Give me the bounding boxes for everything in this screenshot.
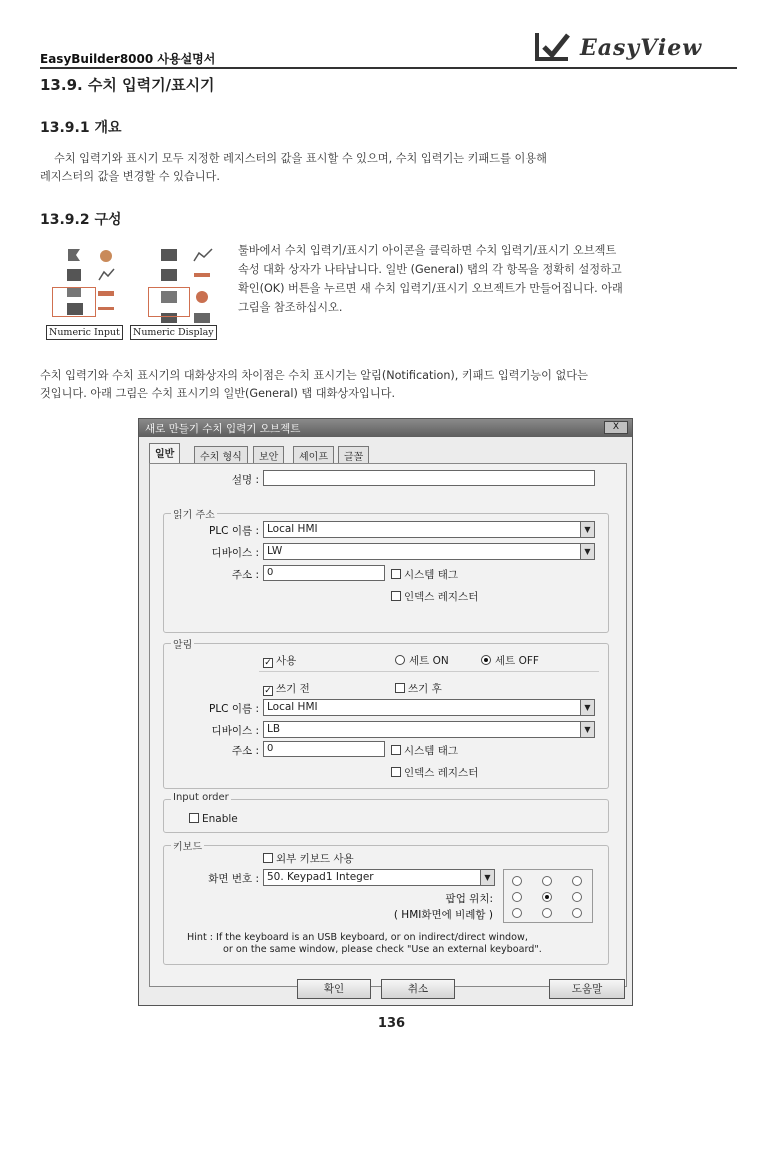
read-address-label: 주소 : <box>231 569 259 581</box>
read-device-value: LW <box>267 545 283 557</box>
check-mark-icon: ✓ <box>264 658 272 668</box>
toolbar-thumbnail-display <box>133 245 218 341</box>
notif-plc-value: Local HMI <box>267 701 318 713</box>
popup-pos-radio[interactable] <box>542 908 552 918</box>
window-no-select[interactable] <box>263 869 495 886</box>
read-plc-value: Local HMI <box>267 523 318 535</box>
read-plc-select[interactable] <box>263 521 595 538</box>
tab-general[interactable]: 일반 <box>149 443 180 464</box>
notif-device-label: 디바이스 : <box>211 725 259 737</box>
checkbox-box <box>391 569 401 579</box>
section-title: 13.9. 수치 입력기/표시기 <box>40 76 215 94</box>
notif-device-select[interactable] <box>263 721 595 738</box>
notif-device-value: LB <box>267 723 281 735</box>
ok-button[interactable]: 확인 <box>297 979 371 999</box>
notif-system-tag-checkbox[interactable] <box>391 743 458 758</box>
read-address-input[interactable]: 0 <box>263 565 385 581</box>
read-system-tag-checkbox[interactable] <box>391 567 458 582</box>
dialog-title: 새로 만들기 수치 입력기 오브젝트 <box>139 419 632 437</box>
external-keyboard-checkbox[interactable] <box>263 851 354 866</box>
popup-pos-radio[interactable] <box>512 908 522 918</box>
keyboard-hint-2: or on the same window, please check "Use an external keyboard". <box>223 944 542 955</box>
help-button[interactable]: 도움말 <box>549 979 625 999</box>
after-write-checkbox[interactable] <box>395 681 442 696</box>
object-dialog <box>138 418 633 1006</box>
tab-shape[interactable]: 셰이프 <box>293 446 334 463</box>
check-mark-icon: ✓ <box>264 686 272 696</box>
notification-title: 알림 <box>171 636 194 651</box>
checkbox-box <box>391 591 401 601</box>
logo-mark-icon <box>534 29 572 63</box>
chevron-down-icon: ▼ <box>480 870 494 885</box>
notif-index-register-checkbox[interactable] <box>391 765 478 780</box>
checkbox-box <box>395 683 405 693</box>
checkbox-box <box>391 767 401 777</box>
read-system-tag-label: 시스템 태그 <box>404 569 459 581</box>
read-index-register-checkbox[interactable] <box>391 589 478 604</box>
notification-group <box>163 643 609 789</box>
read-device-label: 디바이스 : <box>211 547 259 559</box>
header-rule <box>40 67 737 69</box>
chevron-down-icon: ▼ <box>580 722 594 737</box>
notif-address-label: 주소 : <box>231 745 259 757</box>
document-title: EasyBuilder8000 사용설명서 <box>40 52 216 66</box>
chevron-down-icon: ▼ <box>580 522 594 537</box>
config-line-4: 그림을 참조하십시오. <box>238 301 343 314</box>
popup-position-label: 팝업 위치: <box>445 893 493 905</box>
window-no-label: 화면 번호 : <box>208 873 259 885</box>
close-button[interactable]: X <box>604 421 628 434</box>
popup-position-grid <box>503 869 593 923</box>
notif-index-register-label: 인덱스 레지스터 <box>404 767 479 779</box>
notif-plc-label: PLC 이름 : <box>208 703 259 715</box>
notif-system-tag-label: 시스템 태그 <box>404 745 459 757</box>
tab-security[interactable]: 보안 <box>253 446 284 463</box>
toolbar-thumbnail-input <box>48 245 128 341</box>
easyview-logo <box>534 25 734 67</box>
keyboard-hint-1: Hint : If the keyboard is an USB keyboard, or on indirect/direct window, <box>187 932 528 943</box>
description-label: 설명 : <box>231 474 259 486</box>
notification-enable-checkbox[interactable] <box>263 653 296 668</box>
read-device-select[interactable] <box>263 543 595 560</box>
window-no-value: 50. Keypad1 Integer <box>267 871 374 883</box>
config-line-3: 확인(OK) 버튼을 누르면 새 수치 입력기/표시기 오브젝트가 만들어집니다. 아래 <box>238 282 623 295</box>
popup-position-sub: ( HMI화면에 비례함 ) <box>393 909 493 921</box>
checkbox-box <box>263 853 273 863</box>
notif-address-input[interactable]: 0 <box>263 741 385 757</box>
set-on-label: 세트 ON <box>409 655 449 667</box>
tab-numeric-format[interactable]: 수치 형식 <box>194 446 248 463</box>
toolbar-selection-frame <box>52 287 96 317</box>
read-address-title: 읽기 주소 <box>171 506 217 521</box>
page-number: 136 <box>377 1016 406 1031</box>
toolbar-selection-frame <box>148 287 190 317</box>
set-off-label: 세트 OFF <box>495 655 539 667</box>
overview-line-1: 수치 입력기와 표시기 모두 지정한 레지스터의 값을 표시할 수 있으며, 수치 입력기는 키패드를 이용해 <box>54 152 547 165</box>
notification-enable-label: 사용 <box>276 655 297 667</box>
input-order-title: Input order <box>173 792 229 803</box>
tab-font[interactable]: 글꼴 <box>338 446 369 463</box>
popup-pos-radio[interactable] <box>542 876 552 886</box>
description-input[interactable] <box>263 470 595 486</box>
radio-circle <box>395 655 405 665</box>
cancel-button[interactable]: 취소 <box>381 979 455 999</box>
numeric-input-label: Numeric Input <box>46 325 123 340</box>
notif-plc-select[interactable] <box>263 699 595 716</box>
diff-line-1: 수치 입력기와 수치 표시기의 대화상자의 차이점은 수치 표시기는 알림(Notification), 키패드 입력기능이 없다는 <box>40 369 588 382</box>
notification-divider <box>259 671 599 672</box>
diff-line-2: 것입니다. 아래 그림은 수치 표시기의 일반(General) 탭 대화상자입니다. <box>40 387 396 400</box>
logo-text: EasyView <box>580 35 703 61</box>
chevron-down-icon: ▼ <box>580 544 594 559</box>
popup-pos-radio-selected[interactable] <box>542 892 552 902</box>
numeric-display-label: Numeric Display <box>130 325 217 340</box>
after-write-label: 쓰기 후 <box>408 683 442 695</box>
checkbox-box <box>189 813 199 823</box>
popup-pos-radio[interactable] <box>572 908 582 918</box>
input-order-enable-checkbox[interactable] <box>189 813 238 825</box>
checkbox-box <box>391 745 401 755</box>
input-order-enable-label: Enable <box>202 813 238 825</box>
overview-title: 13.9.1 개요 <box>40 120 122 136</box>
before-write-checkbox[interactable] <box>263 681 310 696</box>
keyboard-title: 키보드 <box>171 838 204 853</box>
config-title: 13.9.2 구성 <box>40 212 122 228</box>
radio-circle-selected <box>481 655 491 665</box>
popup-pos-radio[interactable] <box>512 892 522 902</box>
config-line-2: 속성 대화 상자가 나타납니다. 일반 (General) 탭의 각 항목을 정확히 설정하고 <box>238 263 622 276</box>
read-index-register-label: 인덱스 레지스터 <box>404 591 479 603</box>
set-on-radio[interactable] <box>395 653 449 668</box>
chevron-down-icon: ▼ <box>580 700 594 715</box>
overview-line-2: 레지스터의 값을 변경할 수 있습니다. <box>40 170 220 183</box>
popup-pos-radio[interactable] <box>572 892 582 902</box>
config-line-1: 툴바에서 수치 입력기/표시기 아이콘을 클릭하면 수치 입력기/표시기 오브젝트 <box>238 244 617 257</box>
popup-pos-radio[interactable] <box>572 876 582 886</box>
before-write-label: 쓰기 전 <box>276 683 310 695</box>
external-keyboard-label: 외부 키보드 사용 <box>276 853 354 865</box>
popup-pos-radio[interactable] <box>512 876 522 886</box>
read-plc-label: PLC 이름 : <box>208 525 259 537</box>
set-off-radio[interactable] <box>481 653 539 668</box>
